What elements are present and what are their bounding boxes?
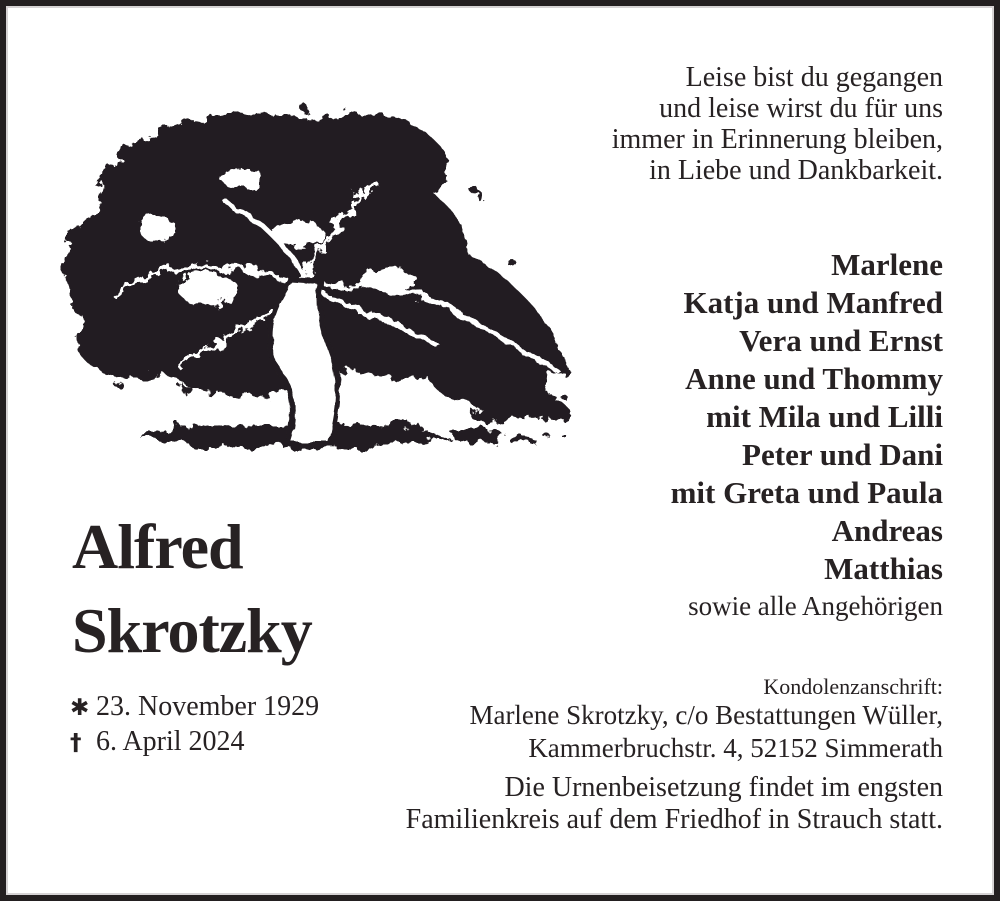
- mourners-list: [671, 246, 943, 625]
- oak-tree-icon: [58, 84, 580, 476]
- mourner-name: Katja und Manfred: [683, 285, 943, 320]
- mourners-closing: sowie alle Angehörigen: [688, 591, 943, 621]
- death-date-line: [70, 725, 319, 760]
- birth-date: 23. November 1929: [96, 691, 320, 722]
- mourner-name: Matthias: [824, 551, 943, 586]
- poem-line: und leise wirst du für uns: [659, 93, 943, 124]
- burial-info: [406, 772, 943, 836]
- ground-shadow: [136, 424, 564, 448]
- condolence-label: Kondolenzanschrift:: [763, 674, 943, 699]
- condolence-address: [469, 674, 943, 765]
- mourner-name: Vera und Ernst: [739, 323, 943, 358]
- poem: [612, 62, 943, 186]
- poem-line: in Liebe und Dankbarkeit.: [649, 155, 943, 186]
- deceased-last-name: Skrotzky: [72, 595, 312, 666]
- mourner-name: mit Greta und Paula: [670, 475, 943, 510]
- birth-date-line: [70, 690, 319, 725]
- poem-line: immer in Erinnerung bleiben,: [611, 124, 943, 155]
- deceased-name: [72, 505, 312, 673]
- mourner-name: Andreas: [831, 513, 943, 548]
- mourner-name: Peter und Dani: [742, 437, 943, 472]
- mourner-name: Anne und Thommy: [685, 361, 943, 396]
- burial-line: Die Urnenbeisetzung findet im engsten: [504, 772, 943, 803]
- burial-line: Familienkreis auf dem Friedhof in Strauch statt.: [405, 804, 943, 835]
- birth-star-icon: ✱: [70, 695, 90, 721]
- mourner-name: mit Mila und Lilli: [706, 399, 943, 434]
- death-date: 6. April 2024: [96, 726, 245, 757]
- poem-line: Leise bist du gegangen: [685, 62, 943, 93]
- life-dates: [70, 690, 319, 760]
- deceased-first-name: Alfred: [72, 511, 243, 582]
- mourner-name: Marlene: [831, 247, 943, 282]
- tree-illustration: [58, 84, 580, 476]
- death-cross-icon: †: [70, 730, 82, 756]
- condolence-line: Marlene Skrotzky, c/o Bestattungen Wüller,: [469, 700, 943, 730]
- condolence-line: Kammerbruchstr. 4, 52152 Simmerath: [528, 733, 943, 763]
